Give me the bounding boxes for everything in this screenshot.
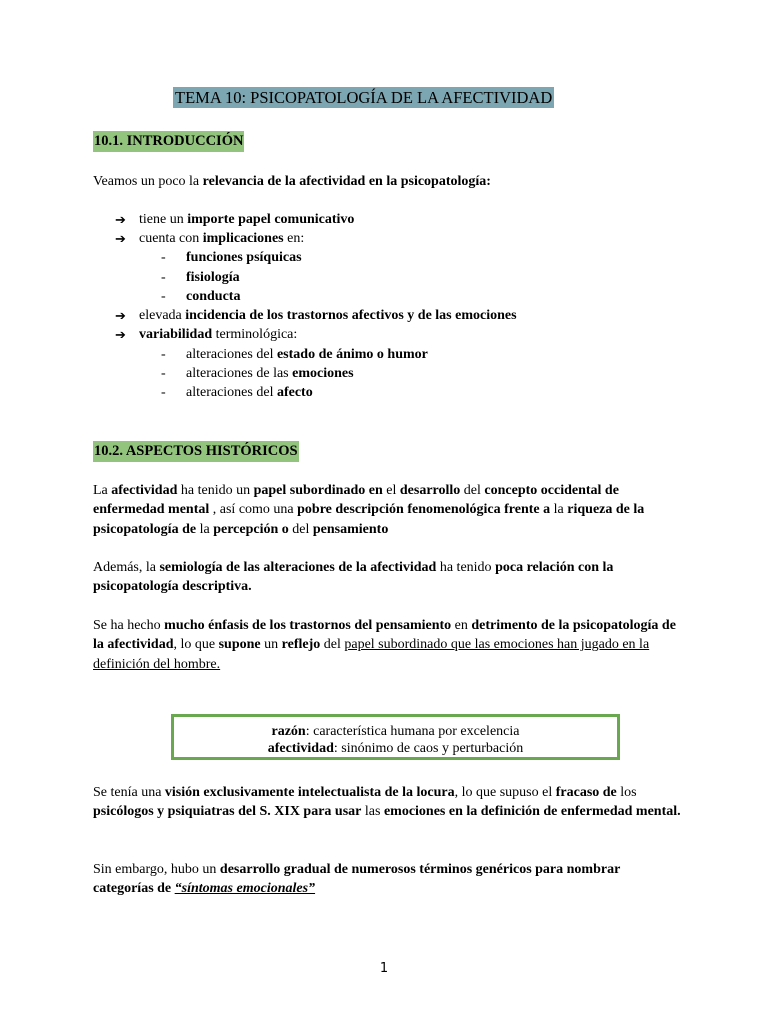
box-line-afectividad [174,740,617,757]
list-item-text: cuenta con [139,231,203,246]
text-run: pensamiento [312,521,389,537]
text-run: mucho énfasis de los trastornos del pensamiento [164,618,452,633]
text-run: Sin embargo, hubo un [93,862,220,877]
paragraph-sin-embargo [93,860,683,899]
sub-list-item [186,364,354,383]
text-run: “síntomas emocionales” [174,881,316,897]
sub-list-item-bold: estado de ánimo o humor [276,347,428,362]
page-number: 1 [379,961,389,976]
text-run: , así como una [209,502,298,518]
section-heading-introduccion: 10.1. INTRODUCCIÓN [93,131,244,152]
list-item [139,229,304,248]
sub-list-item-text: alteraciones de las [186,366,293,381]
text-run: las [361,804,384,820]
arrow-icon: ➔ [115,231,126,246]
text-run: ha tenido un [177,483,254,498]
sub-list-item [186,248,302,267]
sub-list-item-bold: emociones [292,366,354,381]
box-term: razón [271,724,306,739]
sub-list-item-text: alteraciones del [186,385,277,400]
text-run: los [616,785,637,800]
text-run: , lo que [173,637,219,653]
text-run: Se tenía una [93,785,165,800]
text-run: reflejo [281,637,321,653]
list-item [139,325,297,344]
box-definition: : sinónimo de caos y perturbación [333,741,524,756]
dash-marker: - [161,270,166,285]
text-run: papel subordinado en [253,483,383,498]
box-definition: : característica humana por excelencia [305,724,520,739]
sub-list-item-bold: conducta [186,289,241,304]
dash-marker: - [161,347,166,362]
list-item-text: elevada [139,308,186,323]
text-run: concepto occidental de enfermedad mental [93,483,619,518]
text-run: emociones en la definición de enfermedad mental. [383,804,681,820]
text-run: Se ha hecho [93,618,165,633]
text-run: el [382,483,400,498]
sub-list-item [186,287,240,306]
dash-marker: - [161,366,166,381]
text-run: desarrollo [399,483,461,498]
text-run: del [288,521,313,537]
dash-marker: - [161,289,166,304]
highlight-box [171,714,620,760]
text-run: del [460,483,485,498]
intro-paragraph [93,172,491,191]
text-run: fracaso de [555,785,617,800]
sub-list-item-bold: fisiología [186,270,240,285]
text-run: desarrollo gradual de numerosos términos genéricos para nombrar categorías de [93,862,621,897]
text-run: supone [218,637,261,653]
sub-list-item [186,268,240,287]
list-item-bold: importe papel comunicativo [187,212,355,227]
text-run: riqueza de la psicopatología de [93,502,645,537]
page-title: TEMA 10: PSICOPATOLOGÍA DE LA AFECTIVIDAD [175,88,553,107]
text-run: percepción o [213,521,289,537]
dash-marker: - [161,250,166,265]
text-run: del [320,637,345,653]
list-item-bold: variabilidad [139,327,213,342]
text-run: detrimento de la psicopatología de la afectividad [93,618,676,653]
list-item-bold: implicaciones [202,231,284,246]
section-heading-aspectos-historicos: 10.2. ASPECTOS HISTÓRICOS [93,441,299,462]
text-run: La [93,483,112,498]
list-item-text: en: [283,231,305,246]
sub-list-item [186,345,428,364]
intro-bold: relevancia de la afectividad en la psicopatología: [202,174,491,189]
sub-list-item-bold: funciones psíquicas [186,250,302,265]
sub-list-item-text: alteraciones del [186,347,277,362]
text-run: afectividad [111,483,178,498]
arrow-icon: ➔ [115,327,126,342]
text-run: , lo que supuso el [454,785,556,800]
intro-text: Veamos un poco la [93,174,203,189]
list-item [139,306,517,325]
list-item-text: terminológica: [212,327,298,342]
text-run: poca relación con la psicopatología descriptiva. [93,560,614,595]
text-run: pobre descripción fenomenológica frente a [297,502,551,518]
sub-list-item-bold: afecto [276,385,313,400]
list-item-text: tiene un [139,212,188,227]
dash-marker: - [161,385,166,400]
box-line-razon [174,723,617,740]
paragraph-vision [93,783,683,822]
arrow-icon: ➔ [115,308,126,323]
text-run: ha tenido [436,560,496,575]
arrow-icon: ➔ [115,212,126,227]
box-term: afectividad [267,741,334,756]
text-run: la [196,521,214,537]
paragraph-semiologia [93,558,683,597]
paragraph-afectividad [93,481,683,539]
text-run: la [550,502,568,518]
sub-list-item [186,383,313,402]
text-run: un [260,637,282,653]
list-item-bold: incidencia de los trastornos afectivos y de las emociones [185,308,517,323]
paragraph-enfasis [93,616,683,674]
text-run: visión exclusivamente intelectualista de la locura [164,785,455,800]
text-run: papel subordinado que las emociones han jugado en la definición del hombre. [93,637,650,672]
text-run: psicólogos y psiquiatras del S. XIX para usar [93,804,362,820]
list-item [139,210,354,229]
text-run: semiología de las alteraciones de la afectividad [159,560,437,575]
text-run: en [451,618,472,633]
text-run: Además, la [93,560,160,575]
